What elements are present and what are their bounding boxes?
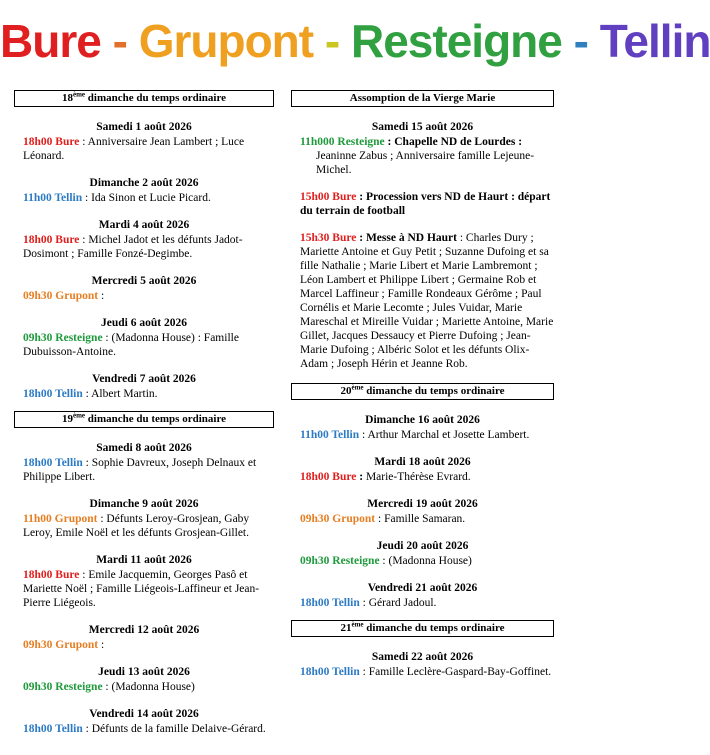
day-heading: Dimanche 9 août 2026 (89, 498, 199, 510)
mass-entry: 18h00 Tellin : Sophie Davreux, Joseph Delnaux et Philippe Libert. (23, 457, 257, 483)
mass-entry: 18h00 Tellin : Gérard Jadoul. (300, 597, 437, 609)
day-heading: Vendredi 7 août 2026 (92, 373, 196, 385)
mass-time: 11h00 Tellin (300, 429, 360, 441)
section-header: 18ème dimanche du temps ordinaire (14, 90, 274, 107)
mass-time: 09h30 Grupont (23, 290, 99, 302)
mass-time: 18h00 Tellin (23, 457, 83, 469)
day-heading: Samedi 22 août 2026 (371, 651, 474, 663)
mass-time: 15h30 Bure (300, 232, 357, 244)
mass-time: 18h00 Bure (23, 136, 80, 148)
section-header: Assomption de la Vierge Marie (291, 90, 554, 107)
day-heading: Samedi 1 août 2026 (96, 121, 192, 133)
mass-time: 18h00 Tellin (300, 666, 360, 678)
mass-entry: 11h00 Tellin : Ida Sinon et Lucie Picard. (23, 192, 211, 204)
day-heading: Mardi 11 août 2026 (96, 554, 192, 566)
mass-entry: 18h00 Bure : Emile Jacquemin, Georges Pasô et Mariette Noël ; Famille Liégeois-Laffineur et Jean-Pierre Liégeois. (23, 569, 260, 609)
day-heading: Jeudi 13 août 2026 (98, 666, 190, 678)
section-header: 20ème dimanche du temps ordinaire (291, 383, 554, 400)
mass-entry: 18h00 Tellin : Famille Leclère-Gaspard-Bay-Goffinet. (300, 666, 552, 678)
day-heading: Samedi 8 août 2026 (96, 442, 192, 454)
day-heading: Mercredi 12 août 2026 (88, 624, 200, 636)
title-tellin: Tellin (599, 15, 710, 67)
day-heading: Samedi 15 août 2026 (371, 121, 474, 133)
day-heading: Mercredi 19 août 2026 (367, 498, 478, 510)
mass-entry: 11h00 Grupont : Défunts Leroy-Grosjean, Gaby Leroy, Emile Noël et les défunts Grosjean-Gillet. (23, 513, 250, 539)
mass-entry: 18h00 Tellin : Albert Martin. (23, 388, 158, 400)
mass-entry: 09h30 Grupont : Famille Samaran. (300, 513, 466, 525)
day-heading: Dimanche 16 août 2026 (365, 414, 480, 426)
mass-time: 09h30 Grupont (23, 639, 99, 651)
mass-entry: 09h30 Grupont : (23, 290, 105, 302)
mass-entry: 18h00 Bure : Marie-Thérèse Evrard. (300, 471, 471, 483)
mass-time: 11h000 Resteigne (300, 136, 385, 148)
day-heading: Jeudi 20 août 2026 (376, 540, 469, 552)
section-header: 19ème dimanche du temps ordinaire (14, 411, 274, 428)
mass-time: 18h00 Bure (300, 471, 357, 483)
mass-time: 18h00 Tellin (23, 388, 83, 400)
day-heading: Mardi 4 août 2026 (98, 219, 190, 231)
mass-time: 18h00 Bure (23, 234, 80, 246)
mass-time: 09h30 Resteigne (23, 332, 103, 344)
title-sep: - (561, 15, 600, 67)
mass-entry: 11h000 Resteigne : Chapelle ND de Lourdes : Jeaninne Zabus ; Anniversaire famille Lejeune-Michel. (300, 136, 535, 176)
left-column (14, 90, 274, 736)
mass-entry: 09h30 Grupont : (23, 639, 105, 651)
day-heading: Mardi 18 août 2026 (374, 456, 471, 468)
title-sep: - (100, 15, 139, 67)
mass-time: 09h30 Resteigne (300, 555, 380, 567)
mass-time: 11h00 Grupont (23, 513, 98, 525)
mass-time: 15h00 Bure (300, 191, 357, 203)
title-sep: - (313, 15, 351, 67)
section-header: 21ème dimanche du temps ordinaire (291, 620, 554, 637)
mass-entry: 15h30 Bure : Messe à ND Haurt : Charles Dury ; Mariette Antoine et Guy Petit ; Suzanne Dufoing et sa fille Nathalie ; Marie Libert et Marie Lambremont ; Léon Lambert et Philippe Libert ; Germaine Rob et Marcel Laffineur ; Famille Rondeaux Gérôme ; Paul Cornélis et Marie Lecomte ; Jules Vuidar, Marie Mareschal et Mireille Vuidar ; Mariette Antoine, Marie Gillet, Jacques Dessaucy et Pierre Dufoing ; Jean-Marie Dufoing ; Albéric Solot et les défunts Olix-Adam ; Joseph Hérin et Jeanne Rob. (300, 232, 554, 370)
day-heading: Vendredi 21 août 2026 (367, 582, 478, 594)
mass-time: 18h00 Tellin (23, 723, 83, 735)
day-heading: Jeudi 6 août 2026 (101, 317, 187, 329)
title-resteigne: Resteigne (351, 15, 562, 67)
mass-entry: 18h00 Tellin : Défunts de la famille Delaive-Gérard. (23, 723, 266, 735)
day-heading: Dimanche 2 août 2026 (89, 177, 199, 189)
mass-entry: 18h00 Bure : Anniversaire Jean Lambert ; Luce Léonard. (23, 136, 245, 162)
day-heading: Vendredi 14 août 2026 (89, 708, 199, 720)
mass-time: 11h00 Tellin (23, 192, 83, 204)
mass-entry: 11h00 Tellin : Arthur Marchal et Josette Lambert. (300, 429, 530, 441)
mass-entry: 09h30 Resteigne : (Madonna House) : Famille Dubuisson-Antoine. (23, 332, 239, 358)
mass-time: 09h30 Grupont (300, 513, 376, 525)
right-column (291, 90, 554, 692)
page-title (0, 6, 710, 76)
title-grupont: Grupont (138, 15, 314, 67)
mass-entry: 09h30 Resteigne : (Madonna House) (300, 555, 472, 567)
mass-time: 18h00 Tellin (300, 597, 360, 609)
mass-entry: 09h30 Resteigne : (Madonna House) (23, 681, 195, 693)
title-bure: Bure (0, 15, 101, 67)
mass-time: 09h30 Resteigne (23, 681, 103, 693)
day-heading: Mercredi 5 août 2026 (91, 275, 197, 287)
mass-entry: 15h00 Bure : Procession vers ND de Haurt : départ du terrain de football (300, 191, 551, 217)
mass-time: 18h00 Bure (23, 569, 80, 581)
mass-entry: 18h00 Bure : Michel Jadot et les défunts Jadot-Dosimont ; Famille Fonzé-Degimbe. (23, 234, 243, 260)
